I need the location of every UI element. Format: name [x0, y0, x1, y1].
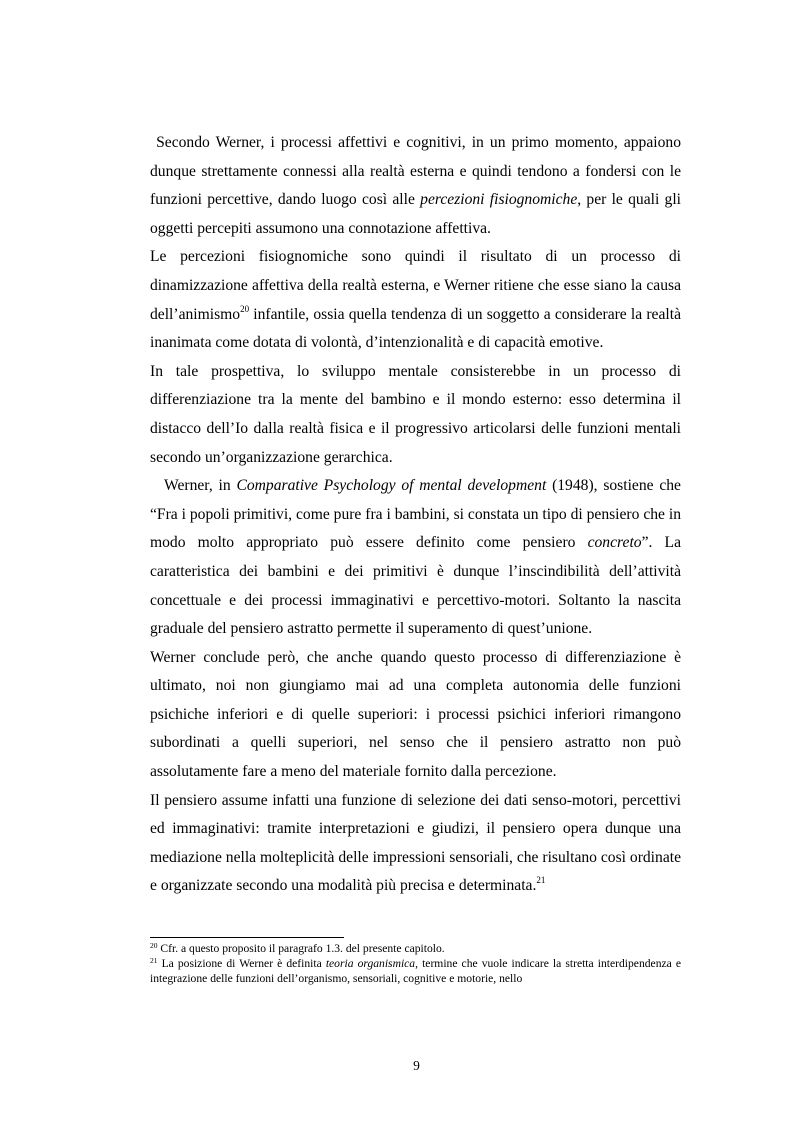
page-number: 9 [413, 1058, 420, 1073]
footnotes [150, 941, 681, 986]
footnote: $^{21}$ La posizione di Werner è definita teoria organismica, termine che vuole indicare la stretta interdipendenza e integrazione delle funzioni dell’organismo, sensoriali, cognitive e motorie, nello [150, 956, 681, 985]
paragraph: Werner, in Comparative Psychology of mental development (1948), sostiene che “Fra i popoli primitivi, come pure fra i bambini, si constata un tipo di pensiero che in modo molto appropriato può essere definito come pensiero concreto”. La caratteristica dei bambini e dei primitivi è dunque l’inscindibilità dell’attività concettuale e dei processi immaginativi e percettivo-motori. Soltanto la nascita graduale del pensiero astratto permette il superamento di quest’unione. [150, 477, 681, 638]
main-text [150, 129, 681, 901]
paragraph: Le percezioni fisiognomiche sono quindi il risultato di un processo di dinamizzazione affettiva della realtà esterna, e Werner ritiene che esse siano la causa dell’animismo$^{20}$ infantile, ossia quella tendenza di un soggetto a considerare la realtà inanimata come dotata di volontà, d’intenzionalità e di capacità emotive. [150, 248, 681, 352]
paragraph: Il pensiero assume infatti una funzione di selezione dei dati senso-motori, percettivi ed immaginativi: tramite interpretazioni e giudizi, il pensiero opera dunque una mediazione nella molteplicità delle impressioni sensoriali, che risultano così ordinate e organizzate secondo una modalità più precisa e determinata.$^{21}$ [150, 791, 681, 895]
paragraph: Secondo Werner, i processi affettivi e cognitivi, in un primo momento, appaiono dunque strettamente connessi alla realtà esterna e quindi tendono a fondersi con le funzioni percettive, dando luogo così alle percezioni fisiognomiche, per le quali gli oggetti percepiti assumono una connotazione affettiva. [150, 134, 681, 237]
footnote: $^{20}$ Cfr. a questo proposito il paragrafo 1.3. del presente capitolo. [150, 941, 445, 955]
paragraph: In tale prospettiva, lo sviluppo mentale consisterebbe in un processo di differenziazione tra la mente del bambino e il mondo esterno: esso determina il distacco dell’Io dalla realtà fisica e il progressivo articolarsi delle funzioni mentali secondo un’organizzazione gerarchica. [150, 362, 681, 466]
footnote-ref: 21 [536, 875, 546, 886]
footnote-ref: 20 [240, 303, 250, 314]
footnote-separator [150, 937, 344, 938]
paragraph: Werner conclude però, che anche quando questo processo di differenziazione è ultimato, noi non giungiamo mai ad una completa autonomia delle funzioni psichiche inferiori e di quelle superiori: i processi psichici inferiori rimangono subordinati a quelli superiori, nel senso che il pensiero astratto non può assolutamente fare a meno del materiale fornito dalla percezione. [150, 648, 681, 781]
